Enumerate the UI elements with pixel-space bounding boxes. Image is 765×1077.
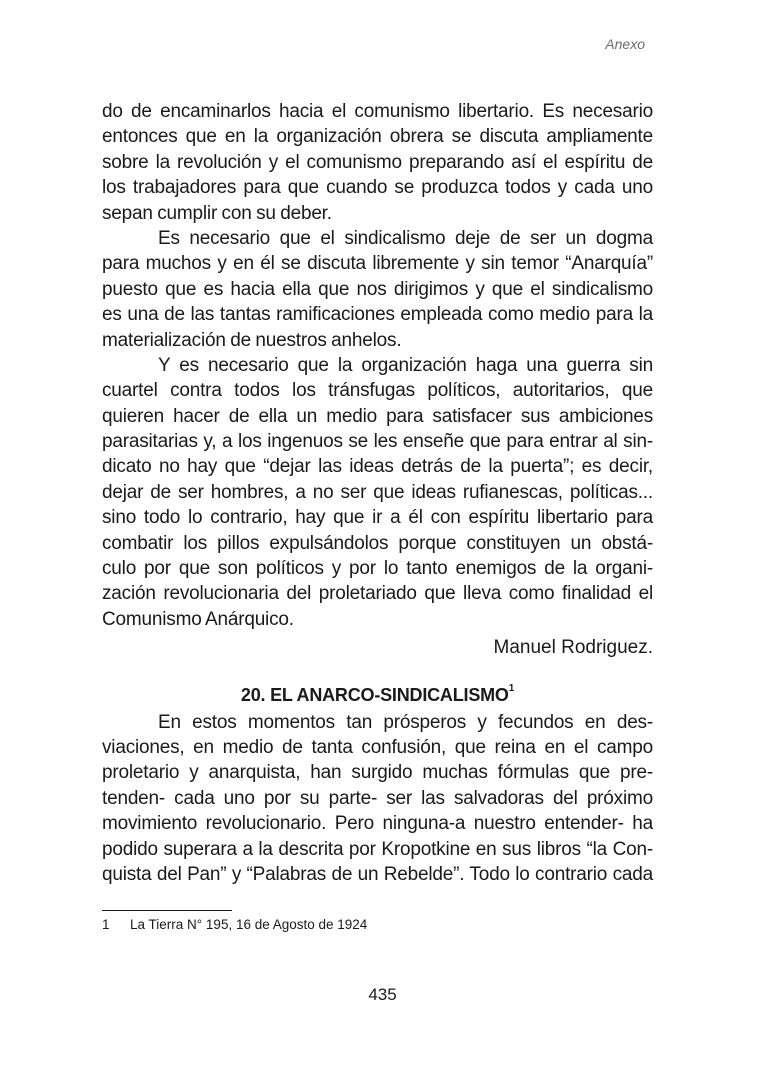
text-line: Comunismo Anárquico.: [102, 608, 294, 630]
text-line: entonces que en la organización obrera se discuta ampliamente: [102, 126, 653, 148]
text-line: do de encaminarlos hacia el comunismo libertario. Es necesario: [102, 101, 653, 122]
body-text: [102, 99, 653, 887]
text-line: dejar de ser hombres, a no ser que ideas rufianescas, políticas...: [102, 481, 653, 503]
footnote-number: 1: [102, 917, 110, 932]
paragraph-3: [102, 353, 653, 632]
text-line: Y es necesario que la organización haga una guerra sin: [158, 354, 653, 376]
section-heading-text: 20. EL ANARCO-SINDICALISMO: [240, 684, 509, 705]
text-line: para muchos y en él se discuta libremente y sin temor “Anarquía”: [102, 253, 653, 275]
paragraph-1: [102, 99, 653, 226]
text-line: combatir los pillos expulsándolos porque constituyen un obstá-: [102, 532, 653, 554]
text-line: podido superara a la descrita por Kropotkine en sus libros “la Con-: [102, 838, 653, 860]
footnote: [102, 917, 367, 932]
running-header: Anexo: [605, 36, 645, 52]
text-line: cuartel contra todos los tránsfugas políticos, autoritarios, que: [102, 380, 653, 402]
text-line: sobre la revolución y el comunismo preparando así el espíritu de: [102, 151, 653, 173]
text-line: los trabajadores para que cuando se produzca todos y cada uno: [102, 177, 653, 199]
text-line: materialización de nuestros anhelos.: [102, 329, 402, 351]
text-line: es una de las tantas ramificaciones empleada como medio para la: [102, 304, 653, 326]
text-line: quieren hacer de ella un medio para satisfacer sus ambiciones: [102, 405, 653, 427]
text-line: puesto que es hacia ella que nos dirigimos y que el sindicalismo: [102, 278, 653, 300]
text-line: movimiento revolucionario. Pero ninguna-a nuestro entender- ha: [102, 813, 653, 835]
text-line: sino todo lo contrario, hay que ir a él con espíritu libertario para: [102, 507, 653, 529]
text-line: sepan cumplir con su deber.: [102, 202, 332, 224]
paragraph-2: [102, 226, 653, 353]
page-number: 435: [368, 985, 397, 1004]
text-line: En estos momentos tan prósperos y fecundos en des-: [158, 711, 653, 733]
section-heading: [102, 682, 653, 706]
footnote-divider: [102, 910, 232, 911]
text-line: proletario y anarquista, han surgido muchas fórmulas que pre-: [102, 762, 653, 784]
footnote-marker: 1: [508, 682, 515, 694]
text-line: Es necesario que el sindicalismo deje de ser un dogma: [158, 227, 653, 249]
text-line: culo por que son políticos y por lo tanto enemigos de la organi-: [102, 558, 653, 580]
author-signature: Manuel Rodriguez.: [493, 637, 653, 659]
text-line: viaciones, en medio de tanta confusión, que reina en el campo: [102, 737, 653, 758]
footnote-text: La Tierra N° 195, 16 de Agosto de 1924: [130, 917, 368, 932]
text-line: zación revolucionaria del proletariado que lleva como finalidad el: [102, 583, 653, 605]
text-line: parasitarias y, a los ingenuos se les enseñe que para entrar al sin-: [102, 431, 653, 453]
paragraph-4: [102, 710, 653, 888]
text-line: tenden- cada uno por su parte- ser las salvadoras del próximo: [102, 787, 653, 809]
text-line: quista del Pan” y “Palabras de un Rebelde”. Todo lo contrario cada: [102, 863, 653, 885]
text-line: dicato no hay que “dejar las ideas detrás de la puerta”; es decir,: [102, 456, 653, 478]
